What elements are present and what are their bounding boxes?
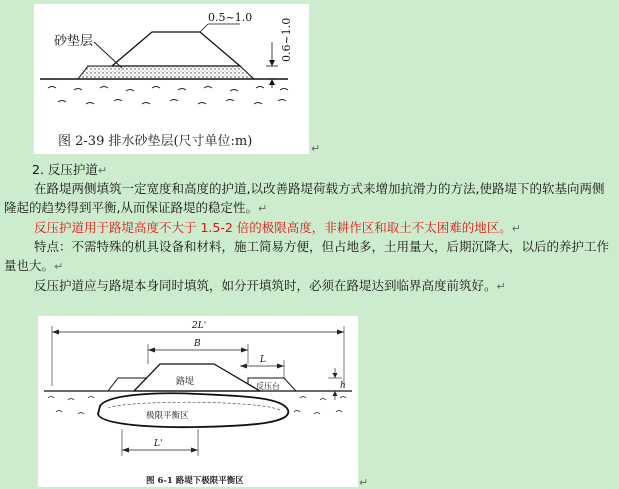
figure-limit-equilibrium-zone — [38, 316, 358, 487]
paragraph-mark: ↵ — [311, 142, 321, 155]
figure2-caption: 图 6-1 路堤下极限平衡区 — [146, 476, 244, 486]
embankment-shape — [112, 32, 240, 66]
limit-zone-label: 极限平衡区 — [146, 411, 189, 421]
paragraph-mark-2: ↵ — [359, 476, 369, 489]
paragraph-features: 特点：不需特殊的机具设备和材料，施工简易方便，但占地多，土用量大，后期沉降大，以后的养护工作量也大。↵ — [4, 239, 610, 273]
dim-2L-label: 2L' — [192, 321, 207, 331]
dim-B-label: B — [194, 339, 201, 349]
sand-layer-shape — [78, 66, 254, 79]
paragraph-applicability: 反压护道用于路堤高度不大于 1.5-2 倍的极限高度，非耕作区和取土不太困难的地区。↵ — [34, 220, 522, 235]
dim-h-label: h — [340, 381, 346, 391]
limit-zone-shape — [98, 393, 288, 427]
top-width-dimension: 0.5~1.0 — [208, 11, 253, 24]
paragraph-construction: 反压护道应与路堤本身同时填筑，如分开填筑时，必须在路堤达到临界高度前筑好。↵ — [34, 278, 506, 293]
sand-layer-label: 砂垫层 — [54, 34, 94, 49]
soft-soil-waves — [48, 87, 288, 105]
berm-label: 反压台 — [256, 382, 280, 391]
sand-label-leader — [94, 42, 122, 68]
embankment-label: 路堤 — [176, 377, 195, 387]
figure1-caption: 图 2-39 排水砂垫层(尺寸单位:m) — [58, 134, 253, 149]
paragraph-definition: 在路堤两侧填筑一定宽度和高度的护道,以改善路堤荷载方式来增加抗滑力的方法,使路堤下的软基向两侧隆起的趋势得到平衡,从而保证路堤的稳定性。↵ — [4, 181, 605, 215]
figure-drainage-sand-layer — [34, 4, 309, 154]
dim-L-label: L — [260, 355, 266, 365]
embankment-shape-2 — [134, 364, 260, 391]
section-heading: 2. 反压护道↵ — [32, 162, 108, 177]
dim-L-prime-label: L' — [154, 439, 163, 449]
figure2-drawing — [38, 316, 358, 487]
height-dimension: 0.6~1.0 — [280, 17, 293, 62]
